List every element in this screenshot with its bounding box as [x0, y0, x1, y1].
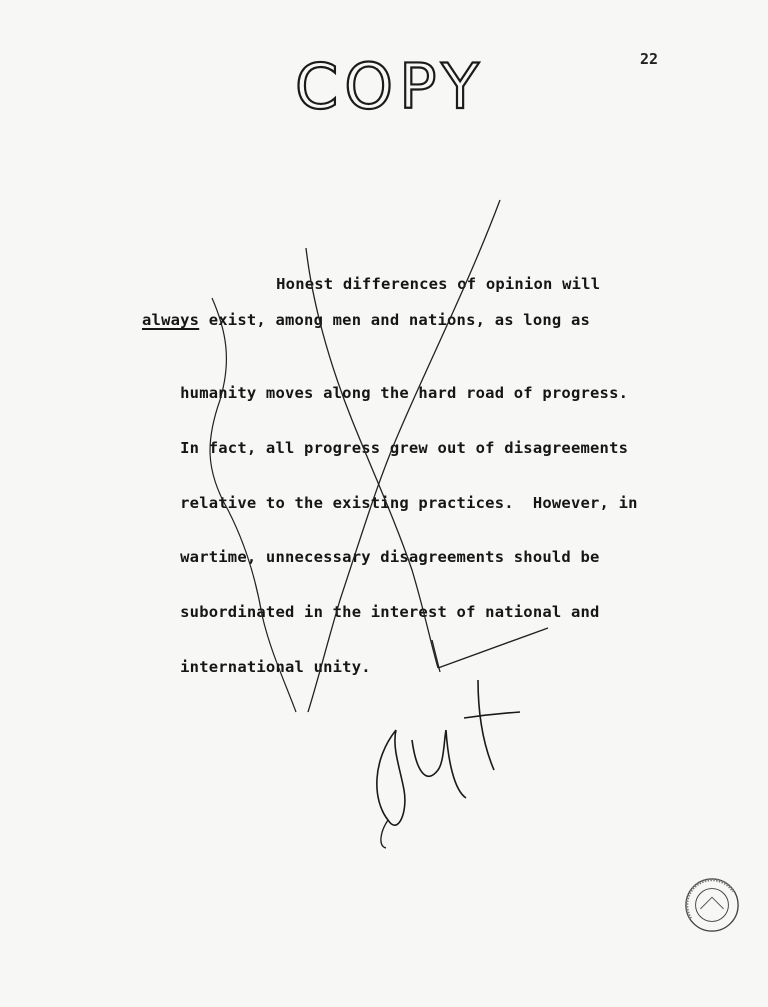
line-text: Honest differences of opinion will	[276, 275, 601, 293]
out-tail	[381, 820, 388, 848]
paragraph-line-8	[142, 640, 371, 694]
seal-inner-ring	[696, 889, 729, 922]
line-text: subordinated in the interest of national and	[180, 603, 600, 621]
out-letter-t-cross	[464, 712, 520, 718]
line-text: wartime, unnecessary disagreements should be	[180, 548, 600, 566]
out-letter-o	[377, 730, 405, 825]
paragraph-line-7	[142, 585, 600, 639]
paragraph-line-3	[142, 366, 628, 420]
line-text: relative to the existing practices. However, in	[180, 494, 638, 512]
page-number: 22	[640, 50, 659, 68]
paragraph-line-1	[238, 257, 600, 311]
line-text: exist, among men and nations, as long as	[199, 311, 591, 329]
line-text: humanity moves along the hard road of progress.	[180, 384, 629, 402]
paragraph-line-4	[142, 421, 628, 475]
out-annotation	[377, 680, 520, 848]
underlined-word: always	[142, 311, 200, 329]
seal-emblem	[700, 897, 723, 909]
line-text: In fact, all progress grew out of disagreements	[180, 439, 629, 457]
library-seal	[683, 876, 741, 934]
line-text: international unity.	[180, 658, 371, 676]
bracket-tick	[432, 640, 440, 672]
paragraph-line-2	[142, 311, 590, 329]
out-letter-t-stem	[478, 680, 494, 770]
paragraph-line-6	[142, 530, 600, 584]
paragraph-line-5	[142, 476, 638, 530]
out-letter-u	[412, 730, 466, 798]
copy-stamp-text: COPY	[295, 50, 485, 123]
